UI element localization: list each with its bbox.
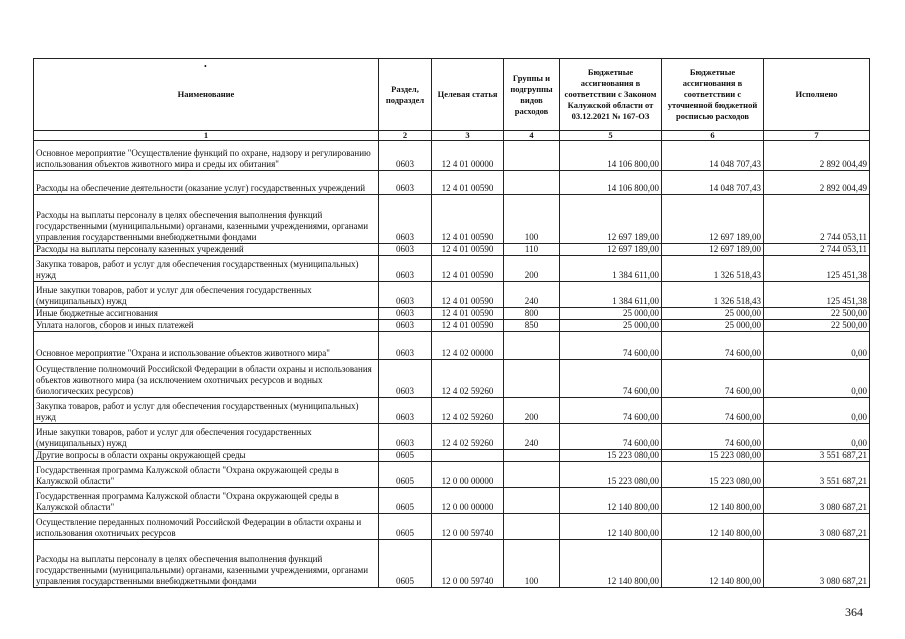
- row-budget-law: 1 384 611,00: [560, 282, 662, 308]
- header-budget-refined: Бюджетные ассигнования в соответствии с уточненной бюджетной росписью расходов: [662, 59, 764, 131]
- row-executed: 0,00: [764, 360, 870, 398]
- row-budget-law: 74 600,00: [560, 332, 662, 360]
- row-target: 12 4 02 00000: [432, 332, 504, 360]
- table-header-row: [34, 59, 870, 131]
- row-section: 0605: [379, 450, 432, 462]
- col-number: 6: [662, 131, 764, 141]
- row-budget-law: 12 140 800,00: [560, 540, 662, 588]
- table-row: [34, 424, 870, 450]
- row-budget-law: 25 000,00: [560, 320, 662, 332]
- row-name: Осуществление переданных полномочий Российской Федерации в области охраны и использования охотничьих ресурсов: [34, 514, 379, 540]
- col-number: 4: [504, 131, 560, 141]
- row-group: [504, 450, 560, 462]
- row-name: Иные закупки товаров, работ и услуг для обеспечения государственных (муниципальных) нужд: [34, 282, 379, 308]
- row-budget-refined: 12 140 800,00: [662, 540, 764, 588]
- row-executed: 2 892 004,49: [764, 171, 870, 195]
- table-row: [34, 320, 870, 332]
- row-name: Расходы на выплаты персоналу казенных учреждений: [34, 244, 379, 256]
- row-target: 12 4 02 59260: [432, 360, 504, 398]
- row-section: 0603: [379, 171, 432, 195]
- row-name: Иные закупки товаров, работ и услуг для обеспечения государственных (муниципальных) нужд: [34, 424, 379, 450]
- row-budget-law: 12 140 800,00: [560, 488, 662, 514]
- row-budget-law: 25 000,00: [560, 308, 662, 320]
- row-name: Осуществление полномочий Российской Федерации в области охраны и использования объектов животного мира (за исключением охотничьих ресурсов и водных биологических ресурсов): [34, 360, 379, 398]
- table-row: [34, 514, 870, 540]
- header-budget-law: Бюджетные ассигнования в соответствии с Законом Калужской области от 03.12.2021 № 167-ОЗ: [560, 59, 662, 131]
- row-section: 0603: [379, 424, 432, 450]
- row-executed: 0,00: [764, 398, 870, 424]
- header-executed: Исполнено: [764, 59, 870, 131]
- row-executed: 2 744 053,11: [764, 244, 870, 256]
- col-number: 3: [432, 131, 504, 141]
- row-section: 0605: [379, 514, 432, 540]
- table-row: [34, 462, 870, 488]
- row-name: Расходы на выплаты персоналу в целях обеспечения выполнения функций государственными (муниципальными) органами, казенными учреждениями, органами управления государственными внебюджетными фондами: [34, 540, 379, 588]
- row-budget-law: 12 697 189,00: [560, 244, 662, 256]
- row-group: 100: [504, 540, 560, 588]
- row-budget-refined: 74 600,00: [662, 424, 764, 450]
- row-target: 12 4 01 00590: [432, 320, 504, 332]
- row-target: 12 0 00 00000: [432, 462, 504, 488]
- row-executed: 22 500,00: [764, 320, 870, 332]
- row-section: 0603: [379, 195, 432, 244]
- row-section: 0605: [379, 488, 432, 514]
- table-row: [34, 450, 870, 462]
- col-number: 2: [379, 131, 432, 141]
- row-executed: 2 892 004,49: [764, 141, 870, 171]
- header-groups: Группы и подгруппы видов расходов: [504, 59, 560, 131]
- row-name: Расходы на обеспечение деятельности (оказание услуг) государственных учреждений: [34, 171, 379, 195]
- row-target: 12 4 01 00590: [432, 256, 504, 282]
- row-section: 0603: [379, 308, 432, 320]
- row-executed: 3 080 687,21: [764, 488, 870, 514]
- table-row: [34, 171, 870, 195]
- col-number: 7: [764, 131, 870, 141]
- row-budget-law: 1 384 611,00: [560, 256, 662, 282]
- row-group: 100: [504, 195, 560, 244]
- row-budget-refined: 25 000,00: [662, 308, 764, 320]
- header-name: Наименование: [34, 59, 379, 131]
- row-budget-refined: 74 600,00: [662, 360, 764, 398]
- row-name: Другие вопросы в области охраны окружающей среды: [34, 450, 379, 462]
- row-target: 12 0 00 59740: [432, 514, 504, 540]
- col-number: 5: [560, 131, 662, 141]
- row-group: [504, 462, 560, 488]
- row-target: 12 0 00 59740: [432, 540, 504, 588]
- table-row: [34, 256, 870, 282]
- row-group: 240: [504, 424, 560, 450]
- row-name: Государственная программа Калужской области "Охрана окружающей среды в Калужской области": [34, 462, 379, 488]
- row-budget-refined: 15 223 080,00: [662, 462, 764, 488]
- row-group: [504, 488, 560, 514]
- row-section: 0603: [379, 141, 432, 171]
- row-group: 240: [504, 282, 560, 308]
- row-group: 850: [504, 320, 560, 332]
- row-budget-refined: 74 600,00: [662, 332, 764, 360]
- row-budget-refined: 15 223 080,00: [662, 450, 764, 462]
- row-budget-law: 15 223 080,00: [560, 450, 662, 462]
- row-name: Уплата налогов, сборов и иных платежей: [34, 320, 379, 332]
- row-target: 12 4 02 59260: [432, 398, 504, 424]
- table-row: [34, 141, 870, 171]
- row-executed: 2 744 053,11: [764, 195, 870, 244]
- row-name: Иные бюджетные ассигнования: [34, 308, 379, 320]
- row-executed: 125 451,38: [764, 256, 870, 282]
- row-budget-law: 12 140 800,00: [560, 514, 662, 540]
- row-target: 12 4 01 00590: [432, 171, 504, 195]
- row-budget-refined: 14 048 707,43: [662, 141, 764, 171]
- row-section: 0605: [379, 540, 432, 588]
- row-group: 110: [504, 244, 560, 256]
- row-section: 0603: [379, 256, 432, 282]
- row-name: Основное мероприятие "Осуществление функций по охране, надзору и регулированию использования объектов животного мира и среды их обитания": [34, 141, 379, 171]
- row-budget-law: 74 600,00: [560, 398, 662, 424]
- row-target: 12 4 01 00590: [432, 308, 504, 320]
- table-row: [34, 308, 870, 320]
- table-row: [34, 195, 870, 244]
- row-budget-law: 12 697 189,00: [560, 195, 662, 244]
- page-number: 364: [845, 605, 863, 619]
- budget-table: [33, 58, 870, 588]
- row-budget-law: 74 600,00: [560, 360, 662, 398]
- row-target: [432, 450, 504, 462]
- row-group: [504, 514, 560, 540]
- row-section: 0605: [379, 462, 432, 488]
- table-row: [34, 360, 870, 398]
- row-executed: 0,00: [764, 424, 870, 450]
- row-target: 12 4 01 00590: [432, 282, 504, 308]
- table-row: [34, 332, 870, 360]
- row-executed: 0,00: [764, 332, 870, 360]
- row-name: Расходы на выплаты персоналу в целях обеспечения выполнения функций государственными (муниципальными) органами, казенными учреждениями, органами управления государственными внебюджетными фондами: [34, 195, 379, 244]
- scan-mark: •: [204, 62, 207, 71]
- row-budget-refined: 12 140 800,00: [662, 488, 764, 514]
- row-group: [504, 332, 560, 360]
- row-budget-refined: 12 697 189,00: [662, 244, 764, 256]
- row-executed: 3 551 687,21: [764, 450, 870, 462]
- row-section: 0603: [379, 320, 432, 332]
- row-name: Закупка товаров, работ и услуг для обеспечения государственных (муниципальных) нужд: [34, 398, 379, 424]
- row-section: 0603: [379, 398, 432, 424]
- row-target: 12 4 02 59260: [432, 424, 504, 450]
- table-row: [34, 398, 870, 424]
- row-name: Основное мероприятие "Охрана и использование объектов животного мира": [34, 332, 379, 360]
- header-section: Раздел, подраздел: [379, 59, 432, 131]
- row-budget-refined: 12 697 189,00: [662, 195, 764, 244]
- row-executed: 3 080 687,21: [764, 540, 870, 588]
- row-name: Государственная программа Калужской области "Охрана окружающей среды в Калужской области": [34, 488, 379, 514]
- row-budget-law: 15 223 080,00: [560, 462, 662, 488]
- row-group: 200: [504, 398, 560, 424]
- row-target: 12 4 01 00000: [432, 141, 504, 171]
- row-section: 0603: [379, 332, 432, 360]
- table-row: [34, 488, 870, 514]
- row-budget-law: 74 600,00: [560, 424, 662, 450]
- row-group: 800: [504, 308, 560, 320]
- row-target: 12 4 01 00590: [432, 195, 504, 244]
- row-executed: 3 080 687,21: [764, 514, 870, 540]
- row-budget-law: 14 106 800,00: [560, 171, 662, 195]
- row-group: [504, 141, 560, 171]
- row-section: 0603: [379, 244, 432, 256]
- row-executed: 3 551 687,21: [764, 462, 870, 488]
- row-budget-refined: 25 000,00: [662, 320, 764, 332]
- row-budget-refined: 1 326 518,43: [662, 282, 764, 308]
- row-target: 12 4 01 00590: [432, 244, 504, 256]
- row-section: 0603: [379, 360, 432, 398]
- row-budget-refined: 1 326 518,43: [662, 256, 764, 282]
- header-target: Целевая статья: [432, 59, 504, 131]
- table-row: [34, 244, 870, 256]
- row-group: [504, 360, 560, 398]
- row-group: 200: [504, 256, 560, 282]
- row-name: Закупка товаров, работ и услуг для обеспечения государственных (муниципальных) нужд: [34, 256, 379, 282]
- column-number-row: [34, 131, 870, 141]
- col-number: 1: [34, 131, 379, 141]
- row-budget-refined: 74 600,00: [662, 398, 764, 424]
- row-executed: 22 500,00: [764, 308, 870, 320]
- row-section: 0603: [379, 282, 432, 308]
- row-executed: 125 451,38: [764, 282, 870, 308]
- row-group: [504, 171, 560, 195]
- row-budget-refined: 14 048 707,43: [662, 171, 764, 195]
- table-row: [34, 282, 870, 308]
- row-budget-refined: 12 140 800,00: [662, 514, 764, 540]
- row-budget-law: 14 106 800,00: [560, 141, 662, 171]
- table-row: [34, 540, 870, 588]
- row-target: 12 0 00 00000: [432, 488, 504, 514]
